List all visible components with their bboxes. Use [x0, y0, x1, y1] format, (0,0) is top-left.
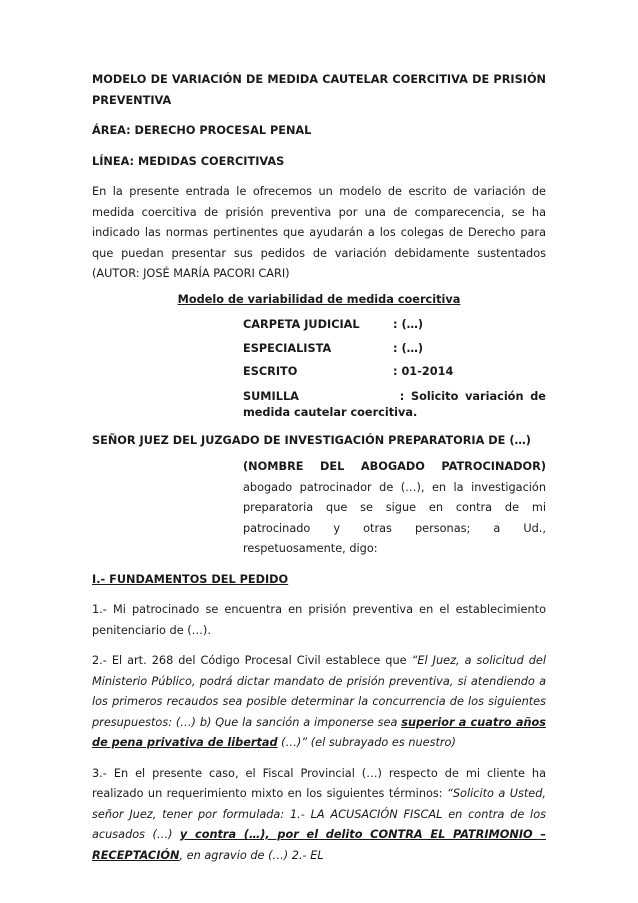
- field-label: ESCRITO: [243, 365, 298, 378]
- area-line: ÁREA: DERECHO PROCESAL PENAL: [92, 124, 312, 137]
- p3-quote: “Solicito a Usted, señor Juez, tener por formulada: 1.- LA ACUSACIÓN FISCAL en contra de los acusados (…): [92, 787, 546, 841]
- intro-paragraph: En la presente entrada le ofrecemos un modelo de escrito de variación de medida coercitiva de prisión preventiva por una de comparecencia, se ha indicado las normas pertinentes que ayudarán a los colegas de Derecho para que puedan presentar sus pedidos de variación debidamente sustentados (AUTOR: JOSÉ MARÍA PACORI CARI): [92, 185, 546, 280]
- paragraph-1: 1.- Mi patrocinado se encuentra en prisión preventiva en el establecimiento penitenciario de (…).: [92, 603, 546, 637]
- model-subtitle: Modelo de variabilidad de medida coercitiva: [177, 292, 461, 306]
- sumilla-colon: :: [399, 389, 405, 403]
- field-sumilla: [243, 389, 546, 421]
- sumilla-word: variación: [465, 389, 524, 403]
- field-escrito: [243, 362, 546, 383]
- p2-quote: “El Juez, a solicitud del Ministerio Público, podrá dictar mandato de prisión preventiva, si atendiendo a los primeros recaudos sea posible determinar la concurrencia de los siguientes presupuestos: (…) b) Que la sanción a imponerse sea: [92, 654, 546, 729]
- sumilla-word: de: [530, 389, 546, 403]
- p2-quote-end: (…)”: [277, 736, 308, 749]
- presentation-text: abogado patrocinador de (…), en la investigación preparatoria que se sigue en contra de mi patrocinado y otras personas; a Ud., respetuosamente, digo:: [243, 480, 546, 555]
- field-value: : (…): [393, 341, 424, 355]
- field-especialista: [243, 339, 546, 360]
- p2-text: 2.- El art. 268 del Código Procesal Civil establece que: [92, 654, 412, 667]
- field-label: ESPECIALISTA: [243, 341, 332, 355]
- section-heading: I.- FUNDAMENTOS DEL PEDIDO: [92, 572, 289, 586]
- field-label: SUMILLA: [243, 389, 299, 403]
- presentation-paragraph: [243, 457, 546, 560]
- sumilla-line2: medida cautelar coercitiva.: [243, 405, 418, 419]
- lawyer-name: (NOMBRE DEL ABOGADO PATROCINADOR): [243, 460, 546, 473]
- field-carpeta: [243, 315, 546, 336]
- paragraph-3: [92, 764, 546, 867]
- linea-line: LÍNEA: MEDIDAS COERCITIVAS: [92, 154, 285, 168]
- document-page: [92, 70, 546, 866]
- document-title: MODELO DE VARIACIÓN DE MEDIDA CAUTELAR COERCITIVA DE PRISIÓN PREVENTIVA: [92, 73, 546, 107]
- addressee: SEÑOR JUEZ DEL JUZGADO DE INVESTIGACIÓN PREPARATORIA DE (…): [92, 433, 531, 447]
- p3-emphasis: y contra (…), por el delito CONTRA EL PATRIMONIO – RECEPTACIÓN: [92, 828, 546, 862]
- field-label: CARPETA JUDICIAL: [243, 318, 360, 331]
- p2-emphasis: superior a cuatro años de pena privativa de libertad: [92, 715, 546, 749]
- p2-note: (el subrayado es nuestro): [307, 736, 456, 749]
- field-value: : (…): [393, 318, 424, 331]
- paragraph-2: [92, 651, 546, 754]
- sumilla-word: Solicito: [410, 389, 459, 403]
- p3-quote-end: , en agravio de (…) 2.- EL: [179, 848, 324, 862]
- p3-text: 3.- En el presente caso, el Fiscal Provincial (…) respecto de mi cliente ha realizado un requerimiento mixto en los siguientes términos:: [92, 766, 546, 800]
- field-value: : 01-2014: [393, 365, 454, 378]
